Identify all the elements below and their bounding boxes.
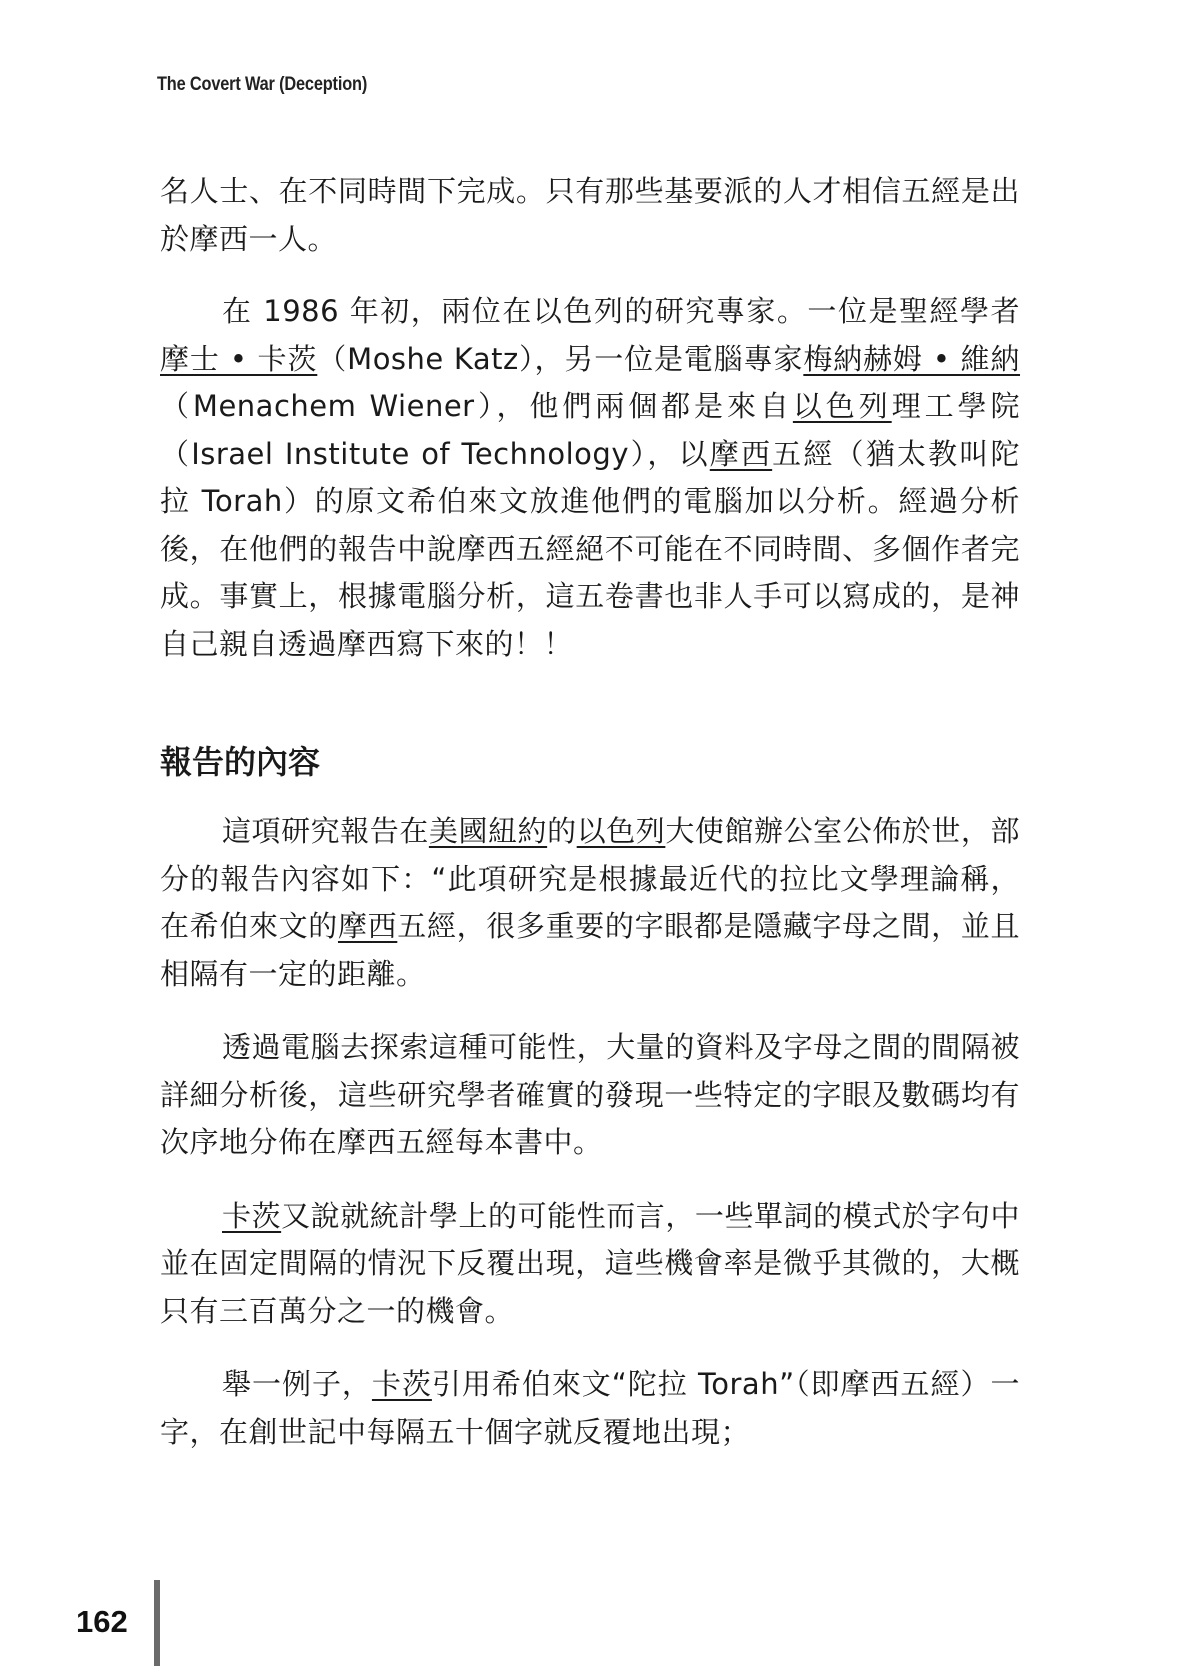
paragraph: [160, 168, 1020, 263]
underlined-name: 摩西: [709, 436, 773, 471]
text-run: 大使館辦公室公佈於世，部分的報告內容如下：“此項研究是根據最近代的拉比文學理論稱，在希伯來文的: [160, 814, 1020, 943]
text-run: （Moshe Katz），另一位是電腦專家: [317, 341, 804, 376]
text-run: 的: [547, 814, 577, 848]
underlined-name: 卡茨: [222, 1198, 282, 1233]
underlined-name: 以色列: [792, 389, 892, 423]
text-run: 五經（猶太教叫陀拉 Torah）的原文希伯來文放進他們的電腦加以分析。經過分析後，在他們的報告中說摩西五經絕不可能在不同時間、多個作者完成。事實上，根據電腦分析，這五卷書也非人手可以寫成的，是神自己親自透過摩西寫下來的！！: [160, 436, 1020, 661]
text-run: 名人士、在不同時間下完成。只有那些基要派的人才相信五經是出於摩西一人。: [160, 174, 1020, 256]
paragraph: [160, 1193, 1020, 1336]
page-number-rule: [154, 1580, 160, 1666]
text-run: （Menachem Wiener），他們兩個都是來自: [160, 389, 793, 423]
paragraph: [160, 808, 1020, 998]
page-number: 162: [76, 1604, 128, 1639]
text-run: 這項研究報告在: [222, 814, 429, 848]
underlined-name: 摩士 • 卡茨: [160, 341, 318, 376]
text-run: 透過電腦去探索這種可能性，大量的資料及字母之間的間隔被詳細分析後，這些研究學者確實的發現一些特定的字眼及數碼均有次序地分佈在摩西五經每本書中。: [160, 1030, 1020, 1159]
body-text: [160, 168, 1020, 1456]
paragraph: [160, 288, 1020, 668]
section-heading: 報告的內容: [160, 743, 321, 781]
text-run: 又說就統計學上的可能性而言，一些單詞的模式於字句中並在固定間隔的情況下反覆出現，這些機會率是微乎其微的，大概只有三百萬分之一的機會。: [160, 1198, 1020, 1328]
underlined-name: 摩西: [337, 909, 398, 943]
text-run: 在 1986 年初，兩位在以色列的研究專家。一位是聖經學者: [222, 294, 1020, 328]
running-header: The Covert War (Deception): [157, 74, 368, 95]
underlined-name: 梅納赫姆 • 維納: [803, 341, 1021, 376]
text-run: 五經，很多重要的字眼都是隱藏字母之間，並且相隔有一定的距離。: [160, 909, 1020, 991]
paragraph: [160, 1361, 1020, 1456]
text-run: 理工學院（Israel Institute of Technology），以: [160, 389, 1020, 471]
text-run: 舉一例子，: [222, 1367, 372, 1401]
text-run: 引用希伯來文“陀拉 Torah”（即摩西五經）一字，在創世記中每隔五十個字就反覆地出現；: [160, 1367, 1020, 1449]
underlined-name: 美國紐約: [428, 814, 548, 848]
underlined-name: 卡茨: [371, 1367, 432, 1401]
paragraph: [160, 1024, 1020, 1167]
underlined-name: 以色列: [576, 814, 666, 848]
